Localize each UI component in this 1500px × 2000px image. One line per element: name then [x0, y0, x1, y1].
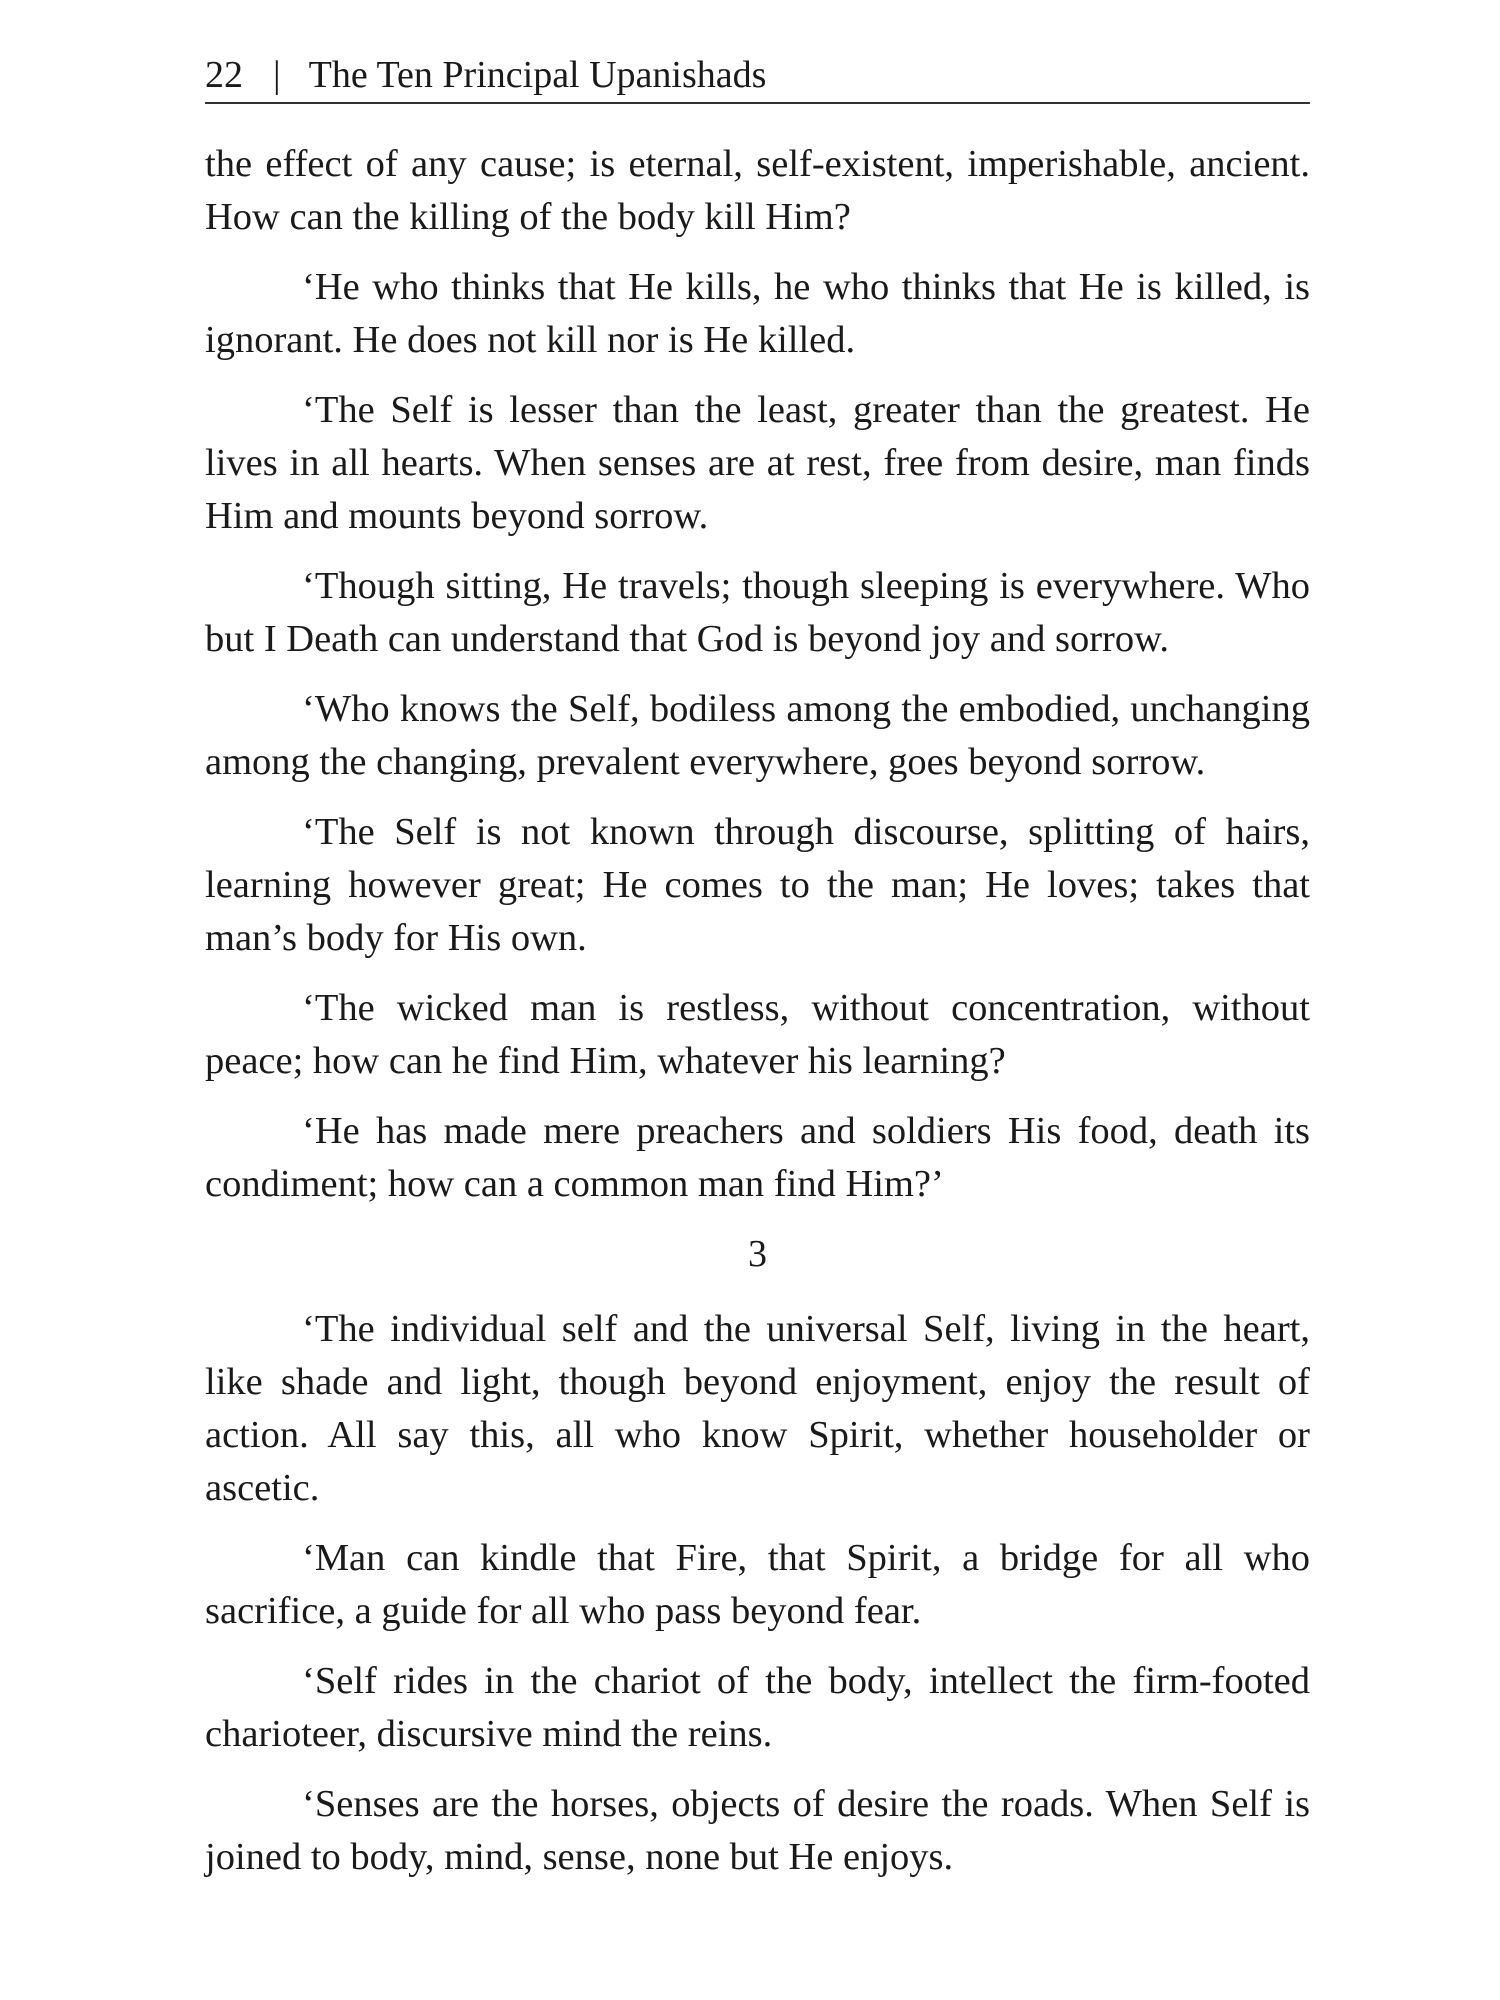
paragraph: ‘Man can kindle that Fire, that Spirit, a bridge for all who sacrifice, a guide for all who pass beyond fear.	[205, 1537, 1310, 1632]
paragraph: ‘The wicked man is restless, without concentration, without peace; how can he find Him, whatever his learning?	[205, 987, 1310, 1082]
paragraph: ‘Self rides in the chariot of the body, intellect the firm-footed charioteer, discursive mind the reins.	[205, 1660, 1310, 1755]
body-text	[205, 138, 1310, 1901]
paragraph: ‘The Self is lesser than the least, greater than the greatest. He lives in all hearts. When senses are at rest, free from desire, man finds Him and mounts beyond sorrow.	[205, 389, 1310, 537]
paragraph: ‘Senses are the horses, objects of desire the roads. When Self is joined to body, mind, sense, none but He enjoys.	[205, 1783, 1310, 1878]
page-number: 22	[205, 54, 243, 96]
running-head	[205, 48, 1310, 104]
paragraph: ‘He has made mere preachers and soldiers His food, death its condiment; how can a common man find Him?’	[205, 1110, 1310, 1205]
book-page	[205, 0, 1310, 2000]
paragraph: ‘The Self is not known through discourse, splitting of hairs, learning however great; He comes to the man; He loves; takes that man’s body for His own.	[205, 811, 1310, 959]
paragraph: ‘He who thinks that He kills, he who thinks that He is killed, is ignorant. He does not kill nor is He killed.	[205, 266, 1310, 361]
paragraph-continued: the effect of any cause; is eternal, self-existent, imperishable, ancient. How can the killing of the body kill Him?	[205, 143, 1310, 238]
paragraph: ‘Though sitting, He travels; though sleeping is everywhere. Who but I Death can understand that God is beyond joy and sorrow.	[205, 565, 1310, 660]
book-title: The Ten Principal Upanishads	[308, 54, 767, 96]
paragraph: ‘The individual self and the universal Self, living in the heart, like shade and light, though beyond enjoyment, enjoy the result of action. All say this, all who know Spirit, whether householder or ascetic.	[205, 1308, 1310, 1509]
header-separator: |	[273, 54, 281, 96]
section-number: 3	[748, 1233, 767, 1275]
paragraph: ‘Who knows the Self, bodiless among the embodied, unchanging among the changing, prevalent everywhere, goes beyond sorrow.	[205, 688, 1310, 783]
